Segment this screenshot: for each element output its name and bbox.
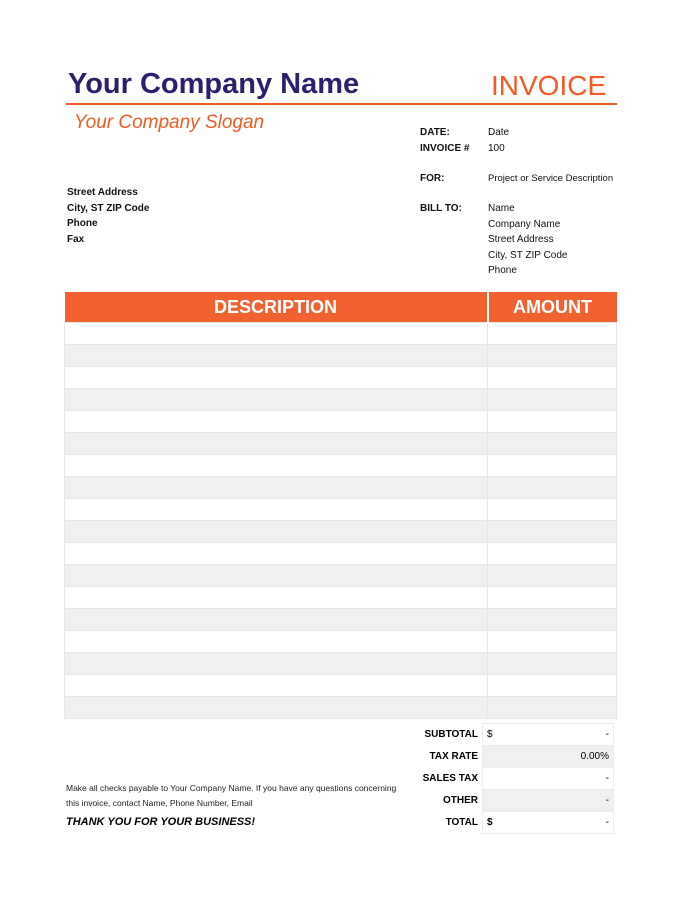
- bill-to-label: BILL TO:: [420, 203, 462, 214]
- table-row: [65, 521, 617, 543]
- description-cell[interactable]: [65, 609, 488, 631]
- table-row: [65, 565, 617, 587]
- totals-value-cell[interactable]: [483, 790, 614, 812]
- invoice-number-label: INVOICE #: [420, 143, 470, 154]
- table-row: [65, 499, 617, 521]
- description-cell[interactable]: [65, 477, 488, 499]
- table-row: [65, 367, 617, 389]
- amount-header: AMOUNT: [488, 292, 617, 323]
- company-slogan: Your Company Slogan: [74, 112, 265, 133]
- amount-cell[interactable]: [488, 587, 617, 609]
- table-row: [65, 455, 617, 477]
- amount-cell[interactable]: [488, 697, 617, 719]
- date-label: DATE:: [420, 127, 450, 138]
- amount-cell[interactable]: [488, 323, 617, 345]
- bill-to-company: Company Name: [488, 218, 561, 230]
- company-fax: Fax: [67, 233, 85, 245]
- company-city: City, ST ZIP Code: [67, 202, 150, 214]
- description-cell[interactable]: [65, 697, 488, 719]
- description-cell[interactable]: [65, 411, 488, 433]
- description-cell[interactable]: [65, 565, 488, 587]
- bill-to-name: Name: [488, 203, 515, 214]
- totals-row: [412, 812, 614, 834]
- totals-value: -: [605, 773, 609, 784]
- totals-row: [412, 790, 614, 812]
- totals-value-cell[interactable]: [483, 812, 614, 834]
- amount-cell[interactable]: [488, 477, 617, 499]
- totals-value-cell[interactable]: [483, 768, 614, 790]
- totals-label: TOTAL: [445, 817, 478, 828]
- invoice-title: INVOICE: [491, 70, 607, 101]
- bill-to-block: [488, 201, 567, 279]
- totals-value: -: [605, 795, 609, 806]
- amount-cell[interactable]: [488, 653, 617, 675]
- description-cell[interactable]: [65, 367, 488, 389]
- table-row: [65, 609, 617, 631]
- bill-to-street: Street Address: [488, 234, 554, 245]
- totals-value-cell[interactable]: [483, 746, 614, 768]
- amount-cell[interactable]: [488, 389, 617, 411]
- description-cell[interactable]: [65, 389, 488, 411]
- amount-cell[interactable]: [488, 565, 617, 587]
- amount-cell[interactable]: [488, 543, 617, 565]
- description-cell[interactable]: [65, 653, 488, 675]
- payment-note: Make all checks payable to Your Company Name. If you have any questions concerning this invoice, contact Name, Phone Number, Email: [66, 783, 397, 808]
- description-cell[interactable]: [65, 587, 488, 609]
- table-row: [65, 675, 617, 697]
- totals-label: TAX RATE: [429, 751, 478, 762]
- totals-value: -: [605, 817, 609, 828]
- totals-label: OTHER: [443, 795, 478, 806]
- amount-cell[interactable]: [488, 433, 617, 455]
- totals-row: [412, 746, 614, 768]
- totals-value: 0.00%: [580, 751, 609, 762]
- bill-to-phone: Phone: [488, 265, 517, 276]
- amount-cell[interactable]: [488, 675, 617, 697]
- description-cell[interactable]: [65, 631, 488, 653]
- totals-row: [412, 768, 614, 790]
- description-cell[interactable]: [65, 499, 488, 521]
- amount-cell[interactable]: [488, 345, 617, 367]
- description-cell[interactable]: [65, 675, 488, 697]
- thank-you-message: THANK YOU FOR YOUR BUSINESS!: [66, 816, 256, 828]
- totals-label: SALES TAX: [422, 773, 478, 784]
- description-cell[interactable]: [65, 521, 488, 543]
- amount-cell[interactable]: [488, 411, 617, 433]
- totals-row: [412, 724, 614, 746]
- table-row: [65, 587, 617, 609]
- totals-value-cell[interactable]: [483, 724, 614, 746]
- for-label: FOR:: [420, 173, 445, 184]
- table-row: [65, 433, 617, 455]
- date-value: Date: [488, 127, 510, 138]
- amount-cell[interactable]: [488, 499, 617, 521]
- table-row: [65, 543, 617, 565]
- description-cell[interactable]: [65, 323, 488, 345]
- table-row: [65, 653, 617, 675]
- amount-cell[interactable]: [488, 609, 617, 631]
- table-row: [65, 697, 617, 719]
- for-value: Project or Service Description: [488, 173, 614, 184]
- totals-value: -: [605, 729, 609, 740]
- description-header: DESCRIPTION: [65, 292, 488, 323]
- company-address: [67, 185, 149, 247]
- company-phone: Phone: [67, 218, 98, 229]
- description-cell[interactable]: [65, 455, 488, 477]
- company-name: Your Company Name: [68, 68, 360, 100]
- table-row: [65, 345, 617, 367]
- amount-cell[interactable]: [488, 631, 617, 653]
- invoice-number-value: 100: [488, 143, 505, 154]
- header-divider: [66, 103, 617, 105]
- currency-symbol: $: [487, 817, 493, 828]
- table-row: [65, 323, 617, 345]
- bill-to-city: City, ST ZIP Code: [488, 249, 568, 261]
- amount-cell[interactable]: [488, 367, 617, 389]
- line-items-table: [64, 292, 617, 719]
- currency-symbol: $: [487, 729, 493, 740]
- description-cell[interactable]: [65, 345, 488, 367]
- description-cell[interactable]: [65, 433, 488, 455]
- table-row: [65, 389, 617, 411]
- table-row: [65, 631, 617, 653]
- table-row: [65, 411, 617, 433]
- amount-cell[interactable]: [488, 455, 617, 477]
- description-cell[interactable]: [65, 543, 488, 565]
- amount-cell[interactable]: [488, 521, 617, 543]
- table-row: [65, 477, 617, 499]
- totals-label: SUBTOTAL: [424, 729, 478, 740]
- totals-table: [412, 723, 614, 834]
- company-street: Street Address: [67, 187, 138, 198]
